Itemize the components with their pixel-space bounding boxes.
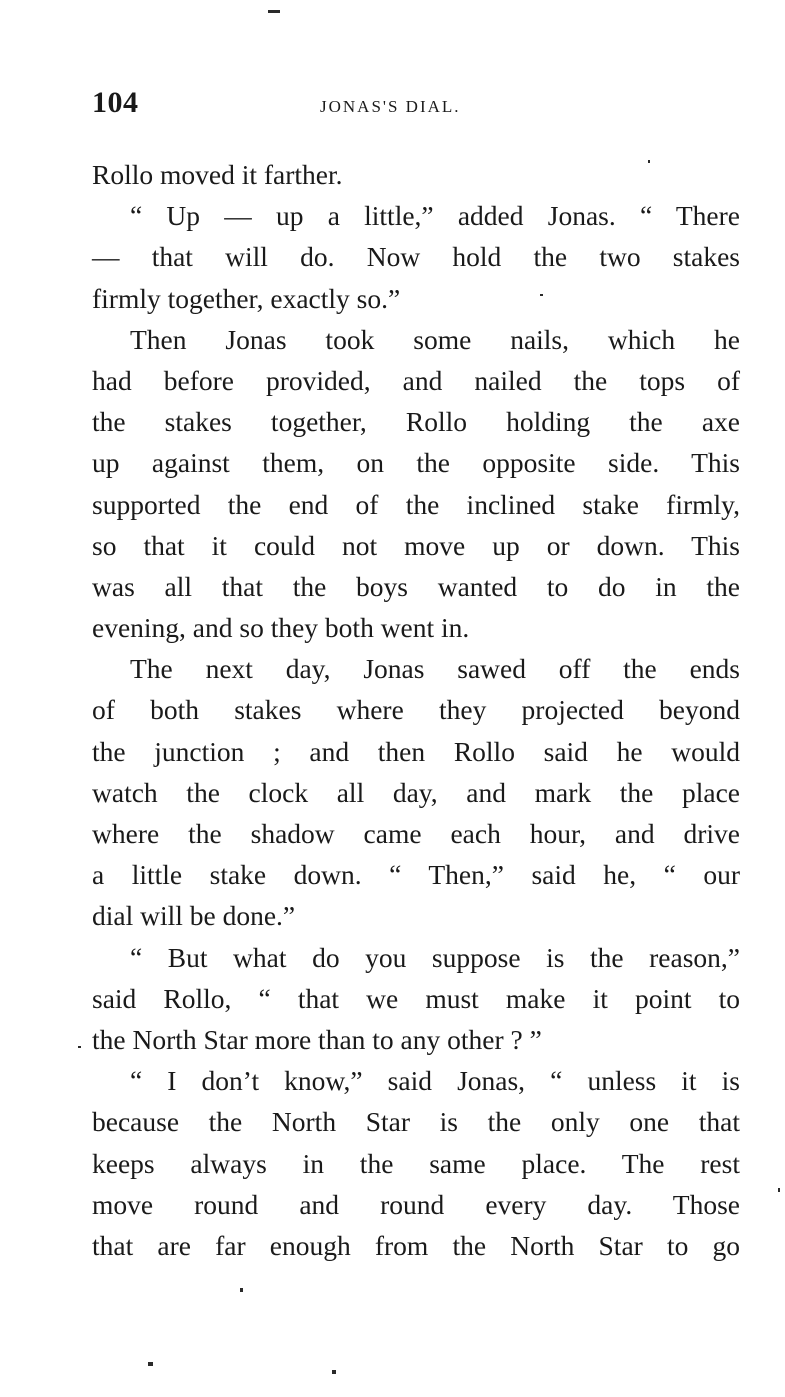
text-line: was all that the boys wanted to do in the — [92, 570, 740, 602]
text-line: The next day, Jonas sawed off the ends — [130, 653, 740, 685]
text-line: the stakes together, Rollo holding the axe — [92, 406, 740, 438]
scan-speck — [648, 160, 650, 163]
body-text — [92, 154, 740, 1266]
text-line: had before provided, and nailed the tops of — [92, 364, 740, 396]
text-line: that are far enough from the North Star to go — [92, 1229, 740, 1261]
text-line: move round and round every day. Those — [92, 1188, 740, 1220]
text-line: the junction ; and then Rollo said he would — [92, 735, 740, 767]
scan-speck — [78, 1046, 81, 1048]
scan-speck — [778, 1188, 780, 1192]
text-line: Rollo moved it farther. — [92, 159, 343, 190]
scan-speck — [240, 1288, 243, 1292]
text-line: the North Star more than to any other ? ” — [92, 1023, 542, 1055]
scan-speck — [332, 1370, 336, 1374]
text-line: supported the end of the inclined stake firmly, — [92, 488, 740, 520]
text-line: firmly together, exactly so.” — [92, 282, 401, 314]
text-line: because the North Star is the only one that — [92, 1106, 740, 1138]
text-line: “ I don’t know,” said Jonas, “ unless it is — [130, 1065, 740, 1097]
text-line: “ But what do you suppose is the reason,” — [130, 941, 740, 973]
page-number: 104 — [92, 86, 139, 119]
scan-speck — [268, 10, 280, 13]
text-line: up against them, on the opposite side. This — [92, 447, 740, 479]
text-line: of both stakes where they projected beyond — [92, 694, 740, 726]
text-line: where the shadow came each hour, and drive — [92, 818, 740, 849]
scan-speck — [540, 294, 543, 296]
text-line: keeps always in the same place. The rest — [92, 1147, 740, 1179]
text-line: evening, and so they both went in. — [92, 612, 470, 644]
text-line: so that it could not move up or down. This — [92, 529, 740, 561]
text-line: a little stake down. “ Then,” said he, “ our — [92, 859, 740, 891]
text-line: watch the clock all day, and mark the place — [92, 776, 740, 808]
text-line: “ Up — up a little,” added Jonas. “ There — [130, 200, 740, 232]
scan-speck — [148, 1362, 153, 1366]
text-line: — that will do. Now hold the two stakes — [92, 241, 740, 273]
page-header — [92, 86, 742, 126]
text-line: Then Jonas took some nails, which he — [130, 323, 740, 355]
running-head: JONAS'S DIAL. — [320, 97, 461, 116]
text-line: said Rollo, “ that we must make it point to — [92, 982, 740, 1014]
text-line: dial will be done.” — [92, 900, 296, 932]
